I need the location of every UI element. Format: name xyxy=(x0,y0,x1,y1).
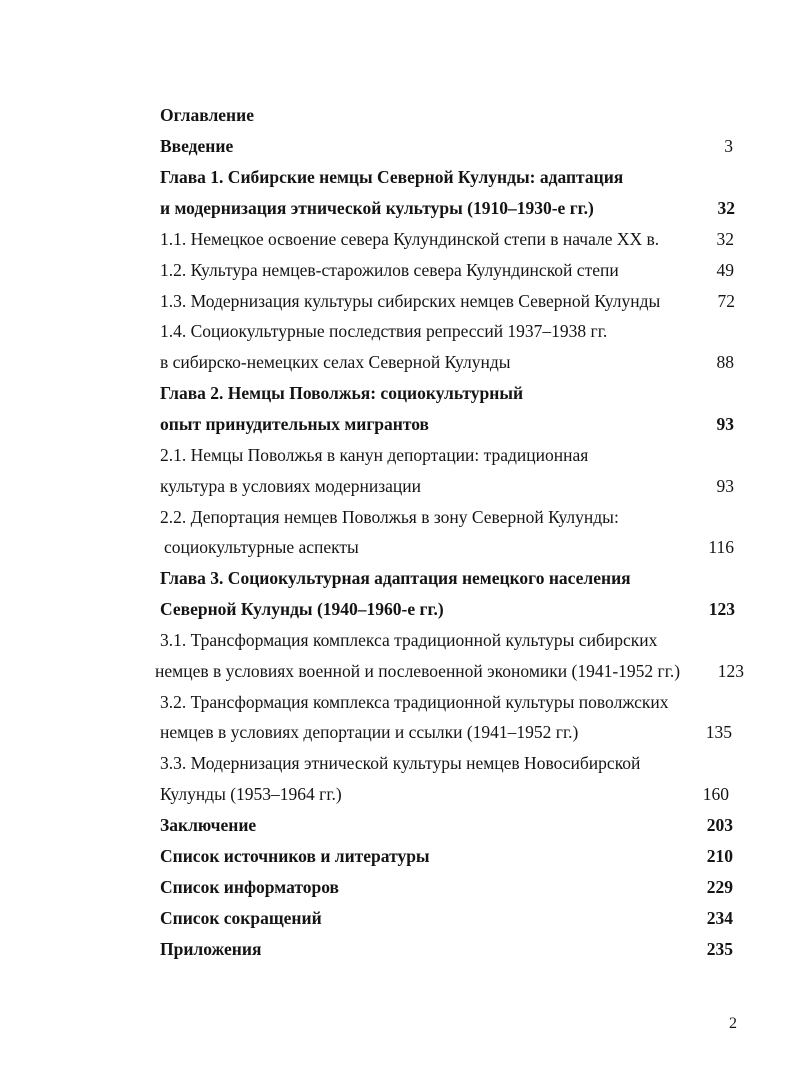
toc-entry-section-2-2-line-2: социокультурные аспекты xyxy=(164,537,359,557)
toc-entry-section-1-4-line-1: 1.4. Социокультурные последствия репрессий 1937–1938 гг. xyxy=(160,321,608,341)
toc-entry-chapter-3-line-2: Северной Кулунды (1940–1960-е гг.) xyxy=(160,599,444,619)
toc-page-section-3-2: 135 xyxy=(705,722,732,742)
toc-page-sources: 210 xyxy=(706,846,733,866)
toc-page-chapter-2: 93 xyxy=(716,414,734,434)
toc-page-section-1-3: 72 xyxy=(717,291,735,311)
page-number: 2 xyxy=(729,1015,737,1032)
toc-entry-section-3-3-line-2: Кулунды (1953–1964 гг.) xyxy=(160,784,342,804)
toc-entry-chapter-1-line-2: и модернизация этнической культуры (1910–1930-е гг.) xyxy=(160,198,594,218)
toc-page-abbreviations: 234 xyxy=(706,908,733,928)
toc-page-conclusion: 203 xyxy=(706,815,733,835)
toc-entry-abbreviations: Список сокращений xyxy=(160,908,322,928)
toc-entry-section-1-3: 1.3. Модернизация культуры сибирских немцев Северной Кулунды xyxy=(160,291,661,311)
toc-entry-informants: Список информаторов xyxy=(160,877,339,897)
toc-entry-section-3-2-line-1: 3.2. Трансформация комплекса традиционной культуры поволжских xyxy=(160,692,669,712)
toc-page-section-3-1: 123 xyxy=(717,661,744,681)
toc-entry-section-2-1-line-1: 2.1. Немцы Поволжья в канун депортации: традиционная xyxy=(160,445,589,465)
toc-page-section-2-2: 116 xyxy=(708,537,734,557)
toc-entry-section-1-1: 1.1. Немецкое освоение севера Кулундинской степи в начале XX в. xyxy=(160,229,660,249)
toc-entry-section-2-1-line-2: культура в условиях модернизации xyxy=(160,476,422,496)
toc-entry-section-1-4-line-2: в сибирско-немецких селах Северной Кулунды xyxy=(160,352,511,372)
toc-page-section-3-3: 160 xyxy=(702,784,729,804)
toc-page-intro: 3 xyxy=(724,136,733,156)
toc-page-chapter-3: 123 xyxy=(708,599,735,619)
toc-entry-sources: Список источников и литературы xyxy=(160,846,430,866)
toc-page-section-1-4: 88 xyxy=(716,352,734,372)
toc-entry-chapter-1-line-1: Глава 1. Сибирские немцы Северной Кулунды: адаптация xyxy=(160,167,624,187)
toc-entry-section-3-3-line-1: 3.3. Модернизация этнической культуры немцев Новосибирской xyxy=(160,753,641,773)
toc-page-informants: 229 xyxy=(706,877,733,897)
toc-page-section-2-1: 93 xyxy=(716,476,734,496)
toc-entry-chapter-2-line-2: опыт принудительных мигрантов xyxy=(160,414,429,434)
toc-entry-appendices: Приложения xyxy=(160,939,262,959)
toc-page-section-1-2: 49 xyxy=(716,260,734,280)
toc-title: Оглавление xyxy=(160,105,254,125)
toc-entry-chapter-2-line-1: Глава 2. Немцы Поволжья: социокультурный xyxy=(160,383,524,403)
toc-page-chapter-1: 32 xyxy=(717,198,735,218)
toc-entry-section-3-1-line-1: 3.1. Трансформация комплекса традиционной культуры сибирских xyxy=(160,630,658,650)
toc-entry-section-3-1-line-2: немцев в условиях военной и послевоенной экономики (1941-1952 гг.) xyxy=(155,661,681,681)
toc-page-appendices: 235 xyxy=(706,939,733,959)
toc-entry-chapter-3-line-1: Глава 3. Социокультурная адаптация немецкого населения xyxy=(160,568,631,588)
toc-entry-section-3-2-line-2: немцев в условиях депортации и ссылки (1941–1952 гг.) xyxy=(160,722,579,742)
toc-entry-intro: Введение xyxy=(160,136,234,156)
toc-entry-section-2-2-line-1: 2.2. Депортация немцев Поволжья в зону Северной Кулунды: xyxy=(160,507,619,527)
toc-entry-section-1-2: 1.2. Культура немцев-старожилов севера Кулундинской степи xyxy=(160,260,619,280)
toc-entry-conclusion: Заключение xyxy=(160,815,257,835)
toc-page-section-1-1: 32 xyxy=(716,229,734,249)
